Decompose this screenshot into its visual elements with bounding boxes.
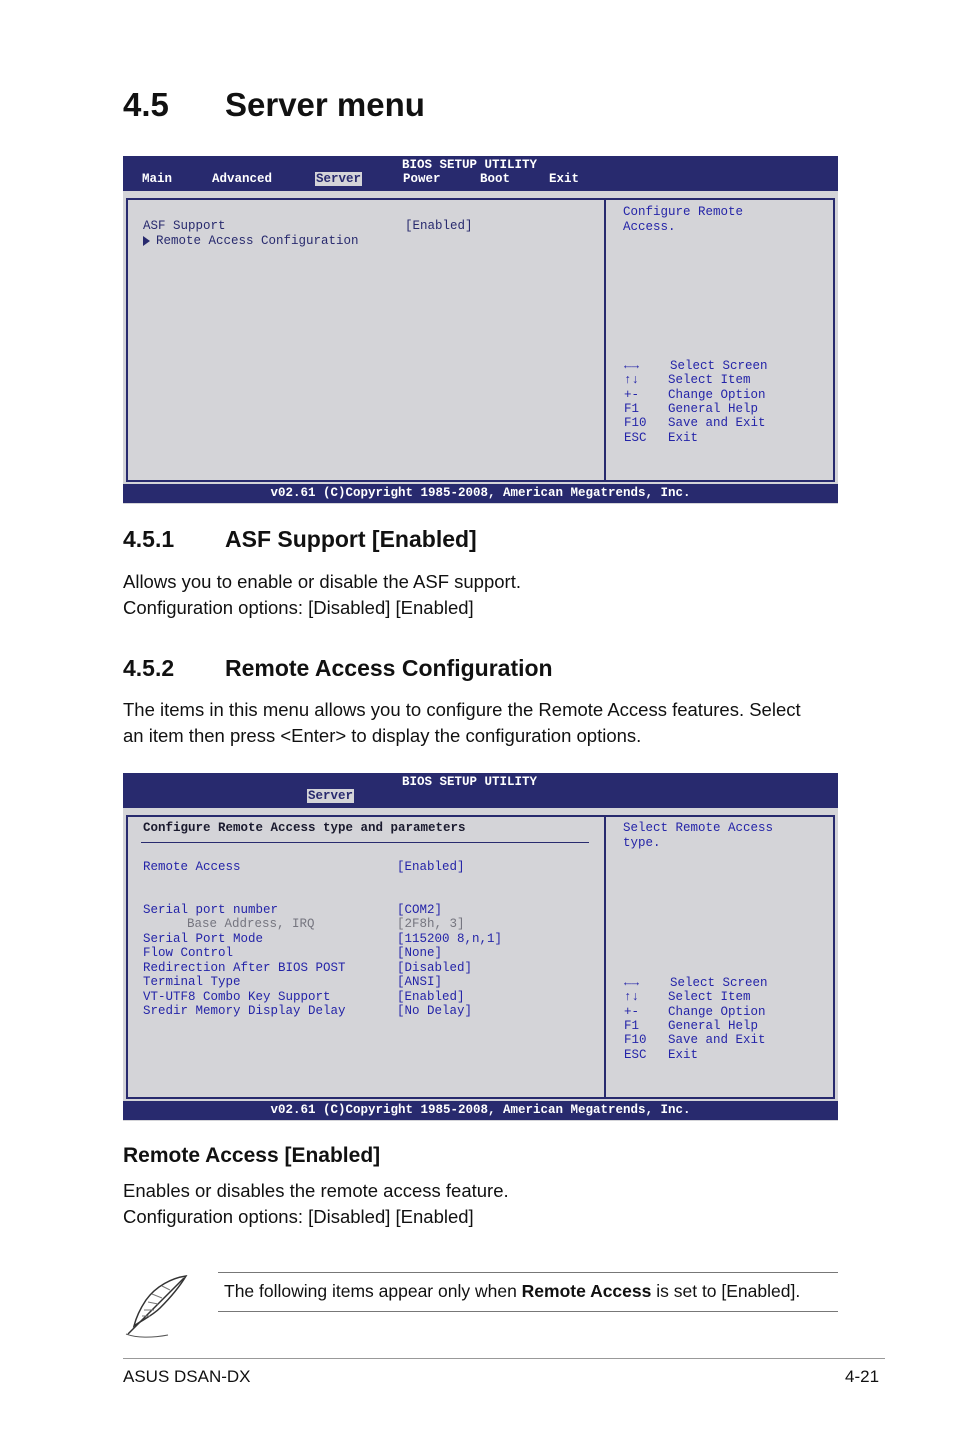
section-title-text: Server menu [225,86,425,123]
subsection-title-text: ASF Support [Enabled] [225,526,477,552]
tab-exit[interactable]: Exit [549,172,580,186]
section-number: 4.5 [123,86,169,123]
paragraph-line: The items in this menu allows you to configure the Remote Access features. Select [123,699,801,720]
key-label: ←→ [624,359,640,373]
key-label: F10 [624,1033,647,1047]
key-hint-row [624,1005,766,1019]
help-line: Access. [623,220,676,234]
note-text-after: is set to [Enabled]. [651,1281,801,1301]
key-label: ↑↓ [624,373,640,387]
subsection-title-remote-access-config [123,655,553,682]
menu-item-serial-port-mode[interactable]: Serial Port Mode [143,932,264,946]
asf-description [123,569,521,621]
key-action: Select Item [668,990,751,1004]
key-action: Save and Exit [668,1033,766,1047]
menu-item-terminal-type[interactable]: Terminal Type [143,975,241,989]
menu-item-redirection-after-bios-post[interactable]: Redirection After BIOS POST [143,961,346,975]
subsection-title-asf [123,526,477,553]
tab-server[interactable]: Server [308,789,354,803]
menu-item-value: [COM2] [397,903,443,917]
key-label: ↑↓ [624,990,640,1004]
key-label: +- [624,388,640,402]
key-hint-row [624,431,698,445]
note-text-bold: Remote Access [521,1281,652,1301]
paragraph-line: Configuration options: [Disabled] [Enabled] [123,597,474,618]
key-hint-row [624,1019,758,1033]
menu-item-sredir-memory-display-delay[interactable]: Sredir Memory Display Delay [143,1004,346,1018]
tab-main[interactable]: Main [142,172,173,186]
key-label: F1 [624,1019,640,1033]
help-line: type. [623,836,661,850]
menu-item-value: [No Delay] [397,1004,473,1018]
section-title [123,86,425,124]
note-text [224,1281,800,1302]
remote-access-description [123,1178,509,1230]
key-hint-row [624,1048,698,1062]
key-hint-row [624,359,768,373]
paragraph-line: Configuration options: [Disabled] [Enabled] [123,1206,474,1227]
tab-advanced[interactable]: Advanced [212,172,273,186]
menu-item-value: [Disabled] [397,961,473,975]
submenu-arrow-icon [143,236,150,246]
subsection-title-text: Remote Access Configuration [225,655,553,681]
paragraph-line: Allows you to enable or disable the ASF support. [123,571,521,592]
tab-power[interactable]: Power [403,172,441,186]
menu-item-vt-utf8-combo-key-support[interactable]: VT-UTF8 Combo Key Support [143,990,331,1004]
key-action: Select Item [668,373,751,387]
key-hint-row [624,373,751,387]
panel-heading: Configure Remote Access type and parameters [143,821,466,835]
menu-item-asf-support[interactable] [143,219,226,234]
menu-item-value: [Enabled] [397,990,465,1004]
key-action: Select Screen [670,976,768,990]
menu-item-serial-port-number[interactable]: Serial port number [143,903,279,917]
tab-boot[interactable]: Boot [480,172,511,186]
key-hint-row [624,416,766,430]
note-top-rule [218,1272,838,1273]
bios-header [123,773,838,808]
key-label: ESC [624,431,647,445]
key-action: Change Option [668,1005,766,1019]
bios-utility-title: BIOS SETUP UTILITY [402,158,538,172]
bios-header [123,156,838,191]
menu-item-label: Remote Access Configuration [156,234,359,248]
key-label: F1 [624,402,640,416]
menu-item-value: [115200 8,n,1] [397,932,503,946]
paragraph-line: Enables or disables the remote access feature. [123,1180,509,1201]
key-action: Exit [668,1048,699,1062]
menu-item-remote-access[interactable]: Remote Access [143,860,241,874]
note-bottom-rule [218,1311,838,1312]
bios-copyright-footer: v02.61 (C)Copyright 1985-2008, American Megatrends, Inc. [123,484,838,503]
key-action: Select Screen [670,359,768,373]
note-text-before: The following items appear only when [224,1281,522,1301]
footer-rule [123,1358,885,1359]
bios-copyright-footer: v02.61 (C)Copyright 1985-2008, American Megatrends, Inc. [123,1101,838,1120]
key-hint-row [624,388,766,402]
tab-server[interactable]: Server [316,172,362,186]
key-label: F10 [624,416,647,430]
footer-page-number: 4-21 [845,1367,880,1386]
menu-item-value: [Enabled] [405,219,473,233]
remote-access-config-description [123,697,801,749]
key-action: Change Option [668,388,766,402]
key-action: Save and Exit [668,416,766,430]
menu-item-label: ASF Support [143,219,226,233]
footer-product-name: ASUS DSAN-DX [123,1367,251,1386]
key-hint-row [624,402,758,416]
key-hint-row [624,990,751,1004]
key-label: ←→ [624,976,640,990]
subsection-number: 4.5.2 [123,655,175,681]
bios-screen-remote-access [123,773,838,1121]
subsection-number: 4.5.1 [123,526,175,552]
bios-utility-title: BIOS SETUP UTILITY [402,775,538,789]
key-label: ESC [624,1048,647,1062]
menu-item-value: [ANSI] [397,975,443,989]
remote-access-title: Remote Access [Enabled] [123,1144,381,1167]
menu-item-base-address-irq: Base Address, IRQ [187,917,315,931]
help-line: Select Remote Access [623,821,774,835]
menu-item-value: [Enabled] [397,860,465,874]
key-action: Exit [668,431,699,445]
bios-screen-server [123,156,838,504]
menu-item-value: [2F8h, 3] [397,917,465,931]
paragraph-line: an item then press <Enter> to display the configuration options. [123,725,642,746]
key-hint-row [624,976,768,990]
key-hint-row [624,1033,766,1047]
feather-pen-icon [122,1272,190,1342]
key-action: General Help [668,1019,759,1033]
menu-item-value: [None] [397,946,443,960]
help-line: Configure Remote [623,205,744,219]
heading-divider [141,842,589,843]
key-action: General Help [668,402,759,416]
menu-item-remote-access-configuration[interactable] [143,234,359,249]
key-label: +- [624,1005,640,1019]
menu-item-flow-control[interactable]: Flow Control [143,946,234,960]
